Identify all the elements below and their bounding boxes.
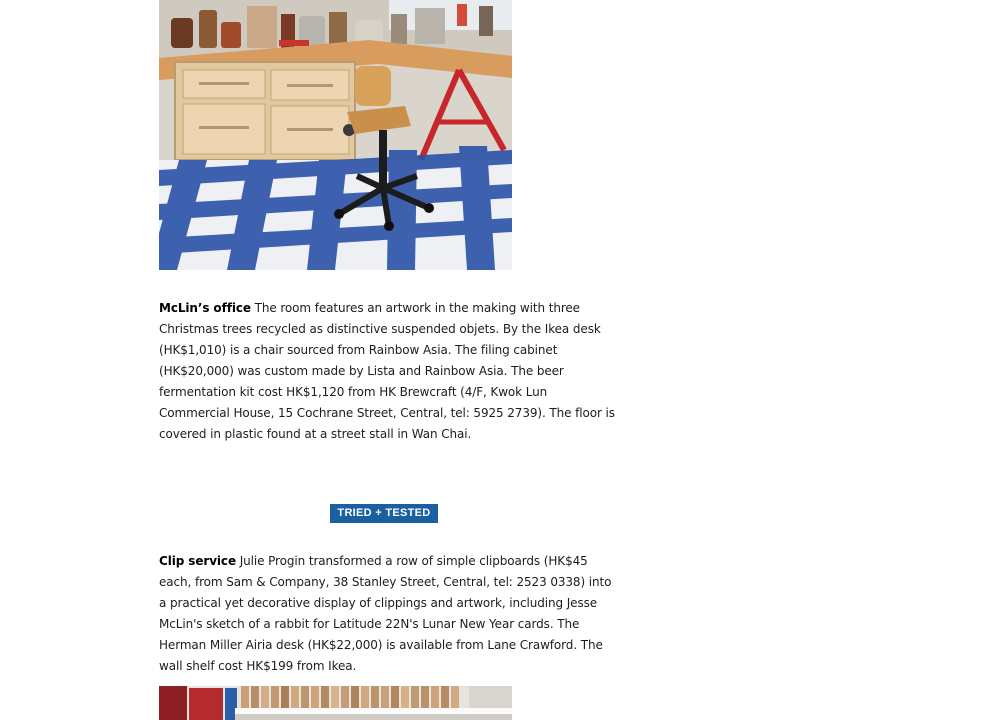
office-photo	[159, 0, 512, 270]
shelf-illustration	[159, 686, 512, 720]
shelf-photo	[159, 686, 512, 720]
office-caption	[159, 298, 619, 445]
office-caption-lead: McLin’s office	[159, 301, 251, 315]
tried-tested-badge: TRIED + TESTED	[330, 504, 438, 523]
office-caption-body: The room features an artwork in the making with three Christmas trees recycled as distinctive suspended objets. By the Ikea desk (HK$1,010) is a chair sourced from Rainbow Asia. The filing cabinet (HK$20,000) was custom made by Lista and Rainbow Asia. The beer fermentation kit cost HK$1,120 from HK Brewcraft (4/F, Kwok Lun Commercial House, 15 Cochrane Street, Central, tel: 5925 2739). The floor is covered in plastic found at a street stall in Wan Chai.	[159, 301, 615, 441]
office-illustration	[159, 0, 512, 270]
clip-service-caption-lead: Clip service	[159, 554, 236, 568]
clip-service-caption-body: Julie Progin transformed a row of simple clipboards (HK$45 each, from Sam & Company, 38 Stanley Street, Central, tel: 2523 0338) into a practical yet decorative display of clippings and artwork, including Jesse McLin's sketch of a rabbit for Latitude 22N's Lunar New Year cards. The Herman Miller Airia desk (HK$22,000) is available from Lane Crawford. The wall shelf cost HK$199 from Ikea.	[159, 554, 612, 673]
clip-service-caption	[159, 551, 619, 677]
